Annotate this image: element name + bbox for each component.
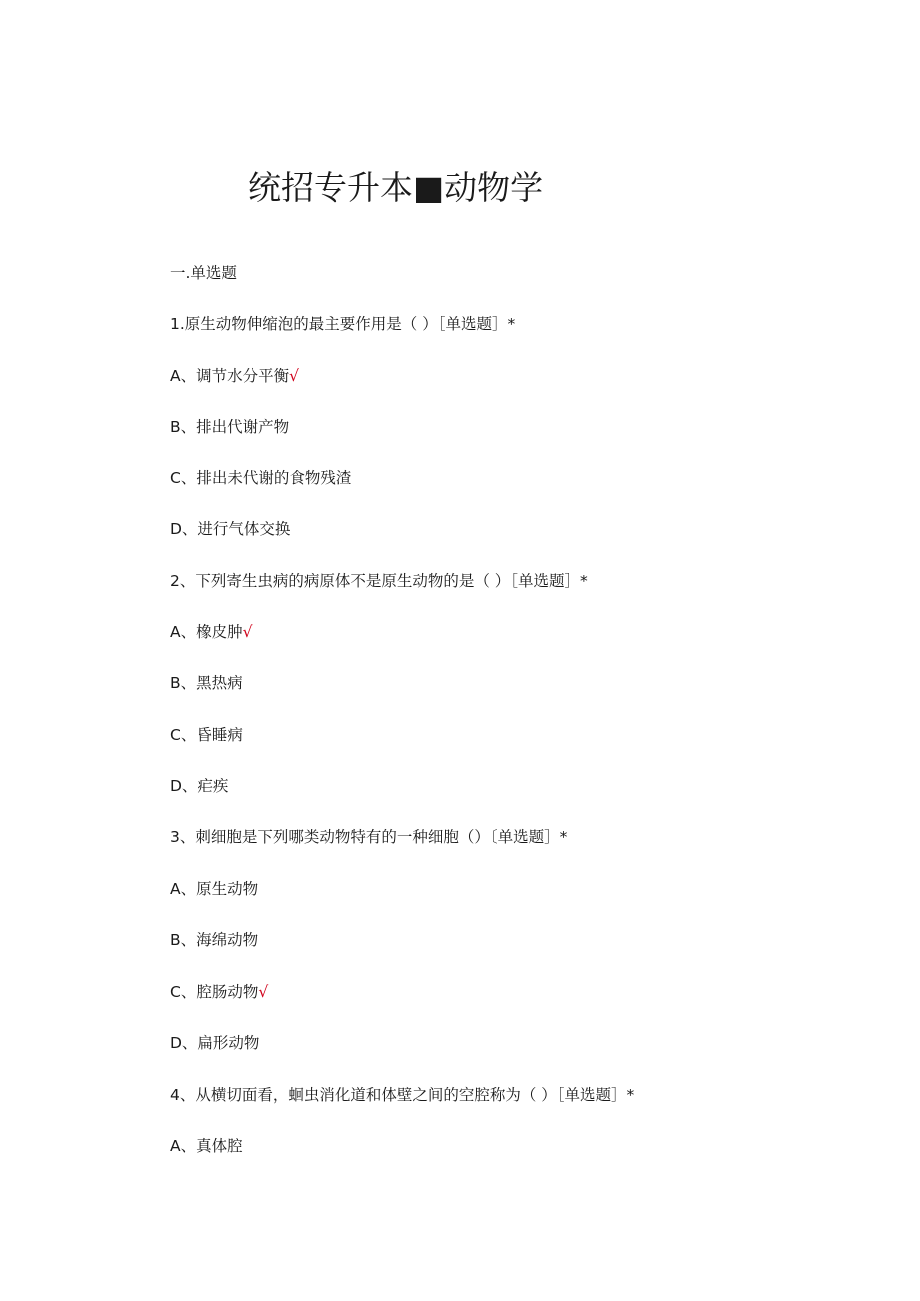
question-3: 3、刺细胞是下列哪类动物特有的一种细胞（）〔单选题］* — [170, 828, 568, 846]
option-1d[interactable] — [170, 518, 290, 540]
option-label: A、原生动物 — [170, 880, 259, 898]
option-2d[interactable] — [170, 775, 228, 797]
option-1c[interactable] — [170, 467, 351, 489]
option-label: D、扁形动物 — [170, 1034, 260, 1052]
question-2: 2、下列寄生虫病的病原体不是原生动物的是（ ）［单选题］* — [170, 572, 588, 590]
option-2a[interactable] — [170, 621, 253, 643]
option-label: A、橡皮肿 — [170, 623, 243, 641]
section-heading: 一.单选题 — [170, 264, 237, 282]
option-3d[interactable] — [170, 1032, 259, 1054]
option-3a[interactable] — [170, 878, 258, 900]
option-1b[interactable] — [170, 416, 289, 438]
option-label: A、真体腔 — [170, 1137, 243, 1155]
option-1a[interactable] — [170, 365, 299, 387]
option-label: D、进行气体交换 — [170, 520, 291, 538]
question-4: 4、从横切面看，蛔虫消化道和体壁之间的空腔称为（ ）［单选题］* — [170, 1086, 635, 1104]
option-label: C、排出未代谢的食物残渣 — [170, 469, 352, 487]
correct-check-icon: √ — [258, 983, 269, 1001]
option-label: C、昏睡病 — [170, 726, 243, 744]
option-label: B、海绵动物 — [170, 931, 259, 949]
option-label: A、调节水分平衡 — [170, 367, 290, 385]
option-3c[interactable] — [170, 981, 268, 1003]
option-label: D、疟疾 — [170, 777, 229, 795]
option-label: C、腔肠动物 — [170, 983, 259, 1001]
option-2c[interactable] — [170, 724, 243, 746]
question-1: 1.原生动物伸缩泡的最主要作用是（ ）［单选题］* — [170, 315, 516, 333]
option-3b[interactable] — [170, 929, 258, 951]
option-label: B、黑热病 — [170, 674, 243, 692]
correct-check-icon: √ — [242, 623, 253, 641]
correct-check-icon: √ — [289, 367, 299, 385]
option-2b[interactable] — [170, 672, 243, 694]
option-4a[interactable] — [170, 1135, 243, 1157]
page-title: 统招专升本■动物学 — [248, 168, 544, 207]
option-label: B、排出代谢产物 — [170, 418, 290, 436]
